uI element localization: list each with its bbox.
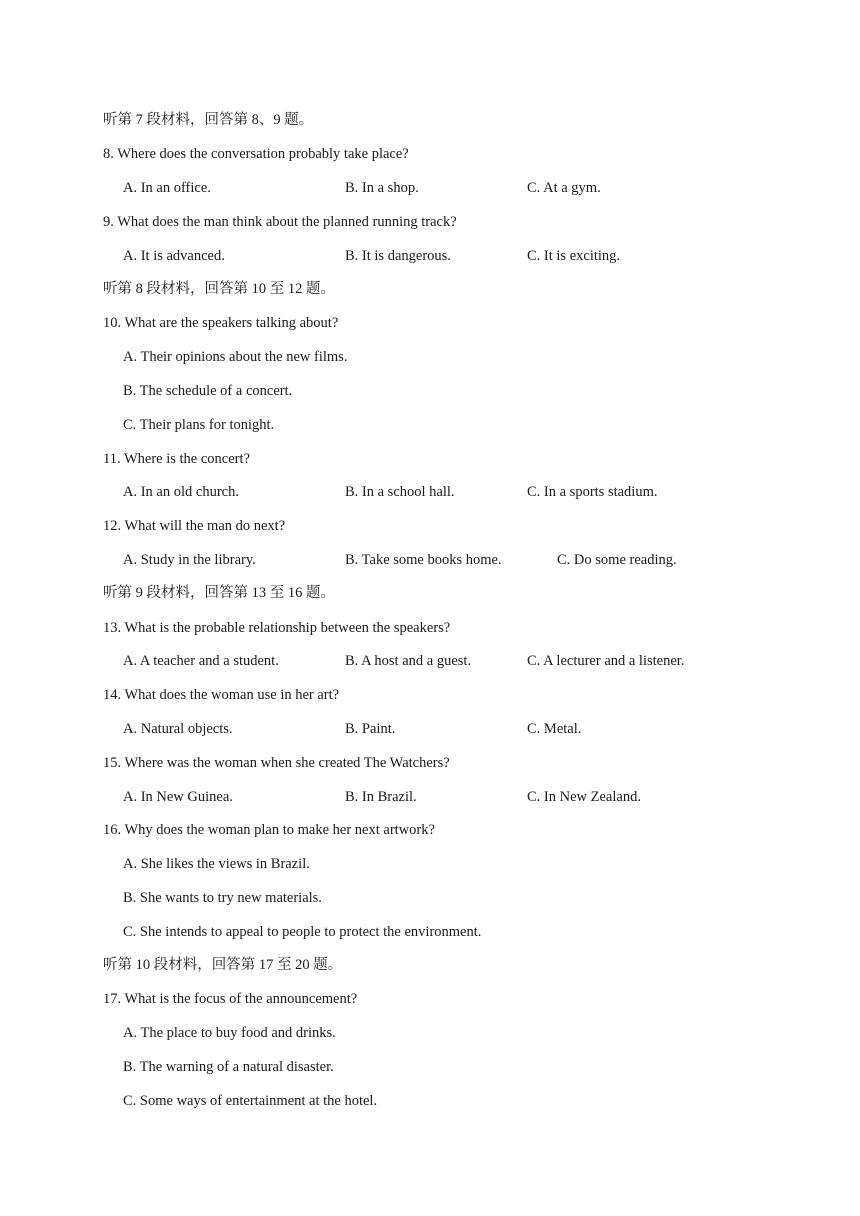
question-16-option-a: A. She likes the views in Brazil. <box>123 856 310 872</box>
question-13-option-b: B. A host and a guest. <box>345 653 472 669</box>
question-17-option-a: A. The place to buy food and drinks. <box>123 1025 336 1041</box>
question-15-option-c: C. In New Zealand. <box>527 789 641 805</box>
question-17-option-b: B. The warning of a natural disaster. <box>123 1059 334 1075</box>
question-10-option-a: A. Their opinions about the new films. <box>123 349 348 365</box>
question-13-option-c: C. A lecturer and a listener. <box>527 653 685 669</box>
question-9-option-c: C. It is exciting. <box>527 248 621 264</box>
question-10-option-b: B. The schedule of a concert. <box>123 383 293 399</box>
question-12-stem: 12. What will the man do next? <box>103 518 286 534</box>
section-heading-10: 听第 10 段材料，回答第 17 至 20 题。 <box>103 957 343 973</box>
question-14-option-c: C. Metal. <box>527 721 582 737</box>
question-8-option-b: B. In a shop. <box>345 180 419 196</box>
question-13-option-a: A. A teacher and a student. <box>123 653 279 669</box>
question-12-option-a: A. Study in the library. <box>123 552 256 568</box>
question-11-option-b: B. In a school hall. <box>345 484 455 500</box>
question-15-option-b: B. In Brazil. <box>345 789 417 805</box>
question-16-option-b: B. She wants to try new materials. <box>123 890 322 906</box>
question-10-option-c: C. Their plans for tonight. <box>123 417 275 433</box>
question-11-option-a: A. In an old church. <box>123 484 239 500</box>
question-8-option-c: C. At a gym. <box>527 180 601 196</box>
question-9-stem: 9. What does the man think about the planned running track? <box>103 214 457 230</box>
question-10-stem: 10. What are the speakers talking about? <box>103 315 339 331</box>
question-13-stem: 13. What is the probable relationship between the speakers? <box>103 620 451 636</box>
question-11-option-c: C. In a sports stadium. <box>527 484 658 500</box>
question-17-stem: 17. What is the focus of the announcement? <box>103 991 358 1007</box>
question-8-option-a: A. In an office. <box>123 180 211 196</box>
question-15-option-a: A. In New Guinea. <box>123 789 233 805</box>
section-heading-8: 听第 8 段材料，回答第 10 至 12 题。 <box>103 281 335 297</box>
question-12-option-c: C. Do some reading. <box>557 552 677 568</box>
question-14-option-b: B. Paint. <box>345 721 396 737</box>
question-15-stem: 15. Where was the woman when she created The Watchers? <box>103 755 450 771</box>
section-heading-9: 听第 9 段材料，回答第 13 至 16 题。 <box>103 585 335 601</box>
question-16-stem: 16. Why does the woman plan to make her next artwork? <box>103 822 435 838</box>
question-8-stem: 8. Where does the conversation probably take place? <box>103 146 409 162</box>
question-11-stem: 11. Where is the concert? <box>103 451 250 467</box>
question-16-option-c: C. She intends to appeal to people to protect the environment. <box>123 924 482 940</box>
question-14-option-a: A. Natural objects. <box>123 721 233 737</box>
question-17-option-c: C. Some ways of entertainment at the hotel. <box>123 1093 378 1109</box>
question-9-option-b: B. It is dangerous. <box>345 248 451 264</box>
question-12-option-b: B. Take some books home. <box>345 552 502 568</box>
question-9-option-a: A. It is advanced. <box>123 248 225 264</box>
section-heading-7: 听第 7 段材料，回答第 8、9 题。 <box>103 112 314 128</box>
question-14-stem: 14. What does the woman use in her art? <box>103 687 340 703</box>
